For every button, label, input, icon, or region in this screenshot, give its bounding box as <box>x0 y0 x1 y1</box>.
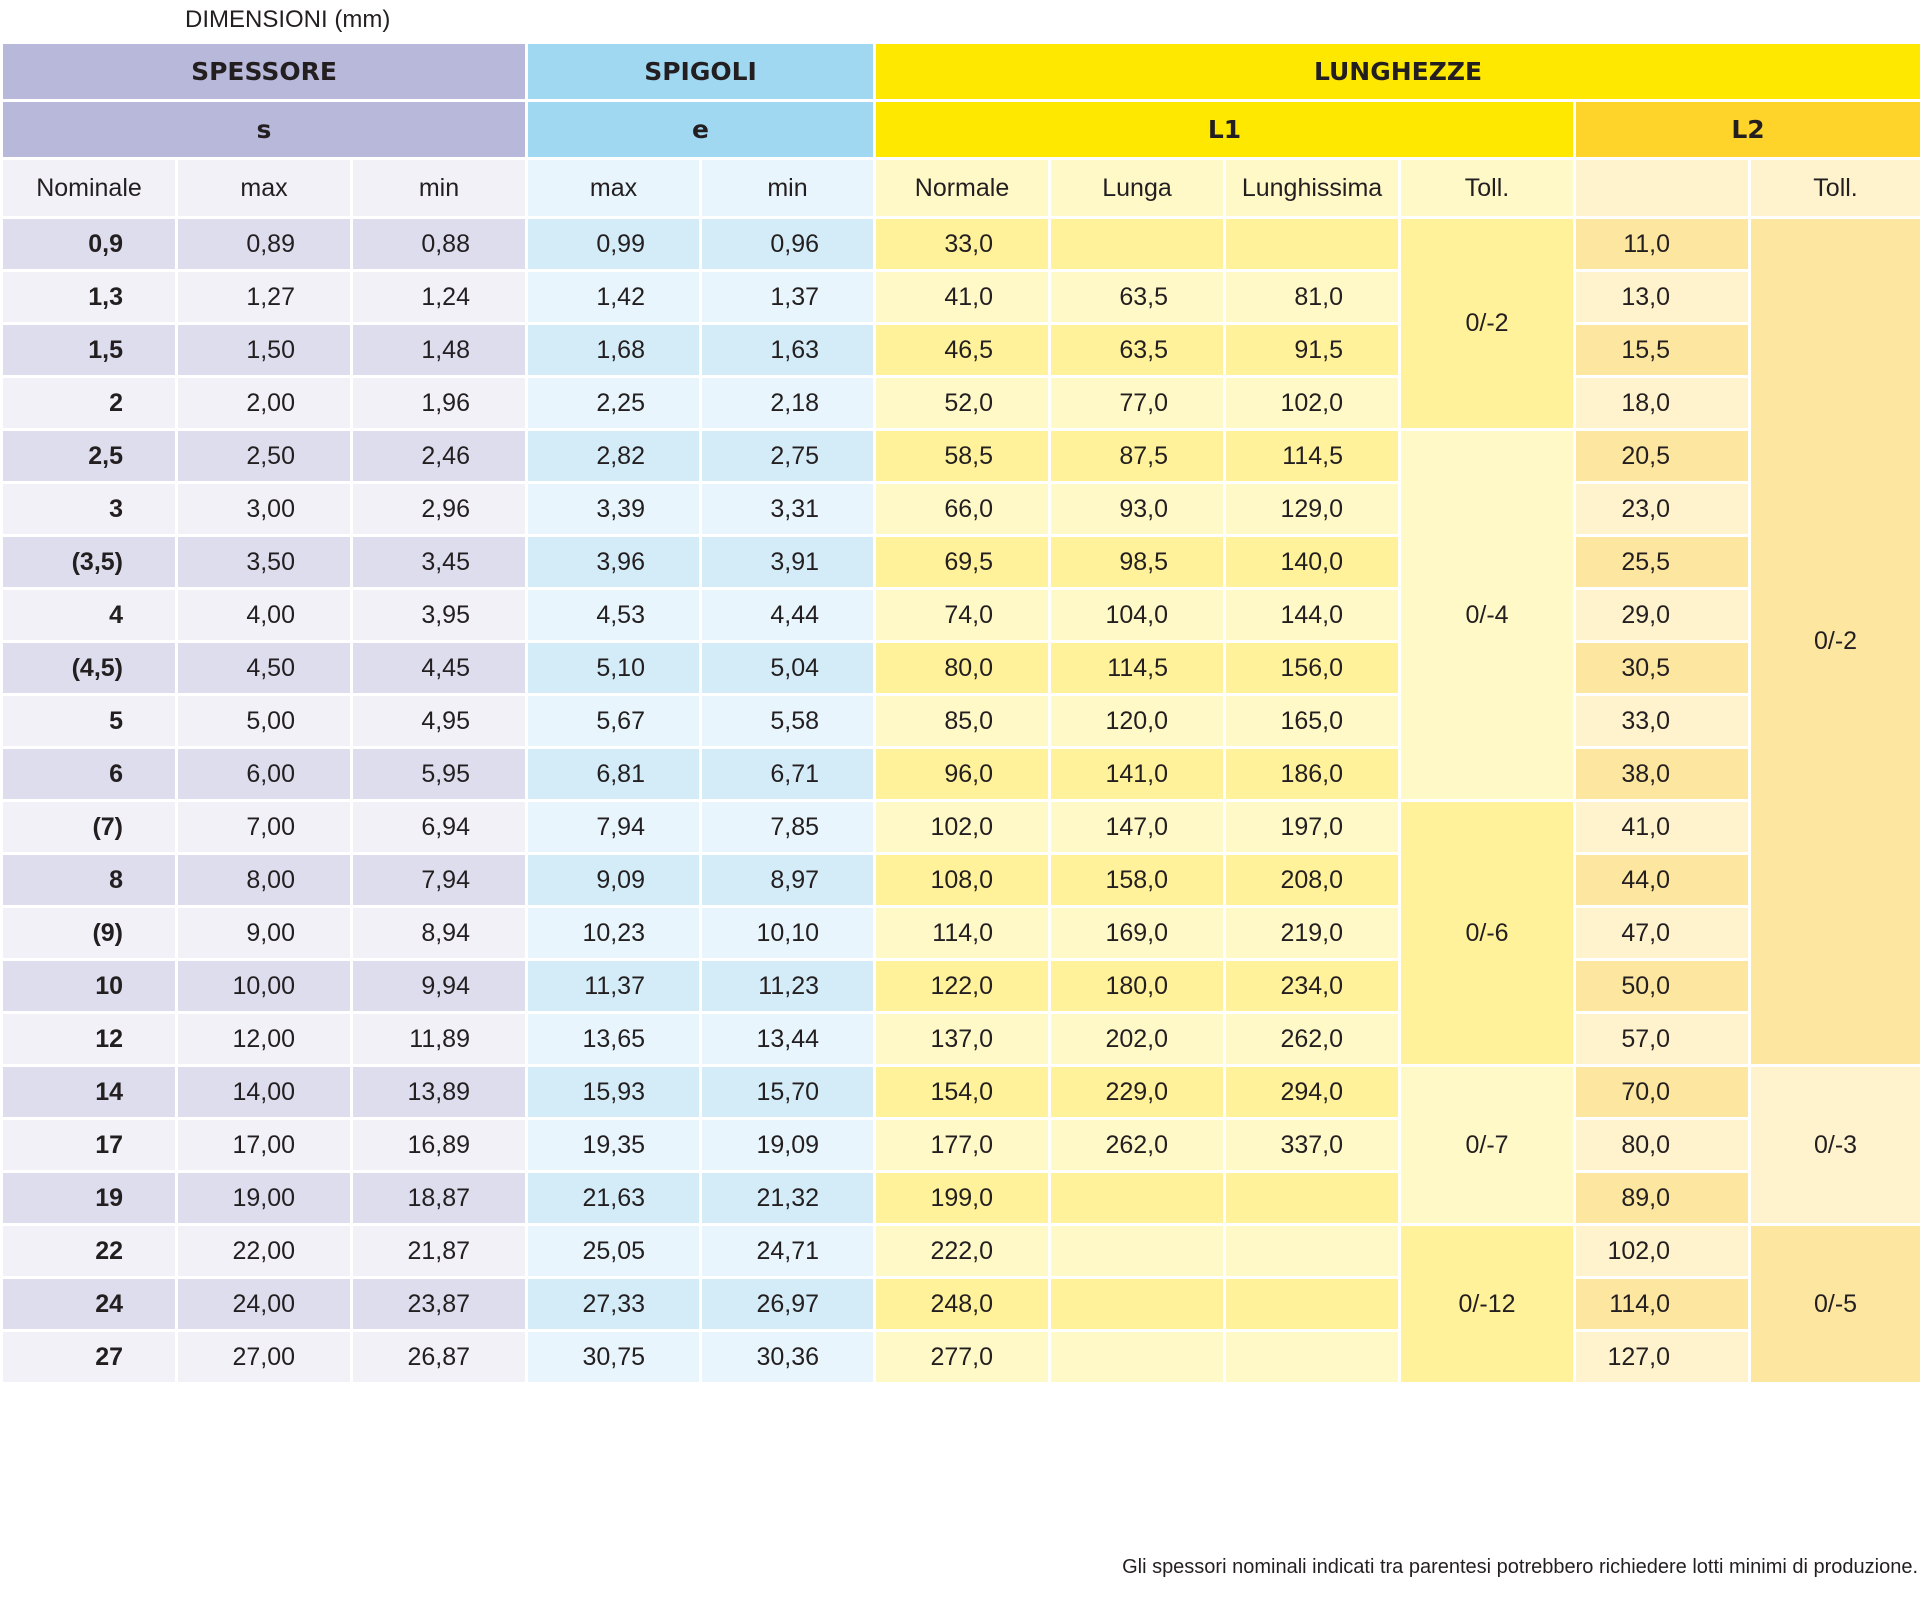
cell-lunghissima: 234,0 <box>1225 960 1400 1013</box>
column-header-l2-value <box>1575 159 1750 218</box>
cell-l2: 15,5 <box>1575 324 1750 377</box>
cell-l2: 102,0 <box>1575 1225 1750 1278</box>
table-row <box>2 1119 1920 1172</box>
cell-normale: 177,0 <box>875 1119 1050 1172</box>
symbol-header-s: s <box>2 101 527 159</box>
footnote: Gli spessori nominali indicati tra parentesi potrebbero richiedere lotti minimi di produzione. <box>1122 1556 1918 1578</box>
cell-e-max: 4,53 <box>527 589 701 642</box>
cell-s-min: 13,89 <box>352 1066 527 1119</box>
cell-s-max: 6,00 <box>177 748 352 801</box>
column-header-nominale: Nominale <box>2 159 177 218</box>
cell-s-min: 1,24 <box>352 271 527 324</box>
cell-l2-tolerance: 0/-2 <box>1750 218 1920 1066</box>
cell-lunga: 229,0 <box>1050 1066 1225 1119</box>
cell-e-min: 24,71 <box>701 1225 875 1278</box>
cell-s-min: 11,89 <box>352 1013 527 1066</box>
cell-nominale: 22 <box>2 1225 177 1278</box>
cell-normale: 108,0 <box>875 854 1050 907</box>
cell-s-min: 6,94 <box>352 801 527 854</box>
column-header-normale: Normale <box>875 159 1050 218</box>
cell-e-max: 2,25 <box>527 377 701 430</box>
cell-e-max: 15,93 <box>527 1066 701 1119</box>
cell-s-min: 21,87 <box>352 1225 527 1278</box>
cell-e-min: 26,97 <box>701 1278 875 1331</box>
cell-normale: 122,0 <box>875 960 1050 1013</box>
column-header-lunghissima: Lunghissima <box>1225 159 1400 218</box>
cell-l2: 23,0 <box>1575 483 1750 536</box>
cell-normale: 52,0 <box>875 377 1050 430</box>
cell-s-max: 10,00 <box>177 960 352 1013</box>
cell-normale: 154,0 <box>875 1066 1050 1119</box>
cell-lunghissima: 197,0 <box>1225 801 1400 854</box>
cell-lunga: 180,0 <box>1050 960 1225 1013</box>
cell-lunghissima: 186,0 <box>1225 748 1400 801</box>
cell-normale: 114,0 <box>875 907 1050 960</box>
cell-normale: 96,0 <box>875 748 1050 801</box>
cell-nominale: 0,9 <box>2 218 177 271</box>
cell-nominale: (4,5) <box>2 642 177 695</box>
cell-lunga: 158,0 <box>1050 854 1225 907</box>
cell-s-max: 24,00 <box>177 1278 352 1331</box>
cell-l2: 20,5 <box>1575 430 1750 483</box>
table-row <box>2 907 1920 960</box>
cell-l2: 70,0 <box>1575 1066 1750 1119</box>
cell-s-min: 3,95 <box>352 589 527 642</box>
cell-nominale: (9) <box>2 907 177 960</box>
cell-s-min: 4,95 <box>352 695 527 748</box>
cell-e-max: 2,82 <box>527 430 701 483</box>
cell-nominale: 4 <box>2 589 177 642</box>
cell-e-max: 13,65 <box>527 1013 701 1066</box>
cell-e-min: 2,18 <box>701 377 875 430</box>
cell-lunga: 98,5 <box>1050 536 1225 589</box>
cell-e-max: 21,63 <box>527 1172 701 1225</box>
cell-e-min: 1,63 <box>701 324 875 377</box>
symbol-header-e: e <box>527 101 875 159</box>
cell-e-min: 21,32 <box>701 1172 875 1225</box>
cell-normale: 102,0 <box>875 801 1050 854</box>
cell-lunghissima: 114,5 <box>1225 430 1400 483</box>
cell-normale: 69,5 <box>875 536 1050 589</box>
table-row <box>2 430 1920 483</box>
cell-nominale: 3 <box>2 483 177 536</box>
table-row <box>2 854 1920 907</box>
cell-e-max: 3,39 <box>527 483 701 536</box>
cell-lunga: 120,0 <box>1050 695 1225 748</box>
table-row <box>2 695 1920 748</box>
cell-nominale: 10 <box>2 960 177 1013</box>
cell-nominale: 2,5 <box>2 430 177 483</box>
cell-lunghissima: 81,0 <box>1225 271 1400 324</box>
table-row <box>2 960 1920 1013</box>
cell-s-min: 2,46 <box>352 430 527 483</box>
cell-normale: 41,0 <box>875 271 1050 324</box>
cell-lunghissima <box>1225 1225 1400 1278</box>
group-header-spigoli: SPIGOLI <box>527 43 875 101</box>
cell-nominale: 24 <box>2 1278 177 1331</box>
cell-s-min: 1,96 <box>352 377 527 430</box>
cell-normale: 199,0 <box>875 1172 1050 1225</box>
cell-s-max: 9,00 <box>177 907 352 960</box>
cell-lunghissima: 156,0 <box>1225 642 1400 695</box>
cell-lunga <box>1050 1331 1225 1384</box>
cell-lunghissima: 337,0 <box>1225 1119 1400 1172</box>
cell-s-min: 8,94 <box>352 907 527 960</box>
cell-l2: 47,0 <box>1575 907 1750 960</box>
cell-normale: 46,5 <box>875 324 1050 377</box>
cell-e-min: 2,75 <box>701 430 875 483</box>
cell-e-min: 1,37 <box>701 271 875 324</box>
cell-lunga: 169,0 <box>1050 907 1225 960</box>
cell-s-max: 7,00 <box>177 801 352 854</box>
cell-lunghissima <box>1225 1331 1400 1384</box>
cell-l2: 18,0 <box>1575 377 1750 430</box>
cell-s-min: 3,45 <box>352 536 527 589</box>
cell-l1-tolerance: 0/-12 <box>1400 1225 1575 1384</box>
cell-nominale: 1,3 <box>2 271 177 324</box>
cell-s-max: 2,50 <box>177 430 352 483</box>
cell-s-min: 16,89 <box>352 1119 527 1172</box>
cell-s-min: 23,87 <box>352 1278 527 1331</box>
cell-nominale: 14 <box>2 1066 177 1119</box>
cell-l2: 44,0 <box>1575 854 1750 907</box>
cell-lunghissima: 144,0 <box>1225 589 1400 642</box>
cell-l1-tolerance: 0/-2 <box>1400 218 1575 430</box>
cell-l1-tolerance: 0/-6 <box>1400 801 1575 1066</box>
cell-lunga <box>1050 1172 1225 1225</box>
cell-normale: 277,0 <box>875 1331 1050 1384</box>
cell-nominale: 1,5 <box>2 324 177 377</box>
cell-s-max: 17,00 <box>177 1119 352 1172</box>
cell-l2-tolerance: 0/-3 <box>1750 1066 1920 1225</box>
cell-s-max: 2,00 <box>177 377 352 430</box>
cell-e-min: 7,85 <box>701 801 875 854</box>
cell-e-max: 27,33 <box>527 1278 701 1331</box>
cell-e-max: 0,99 <box>527 218 701 271</box>
cell-l2: 33,0 <box>1575 695 1750 748</box>
table-row <box>2 218 1920 271</box>
table-row <box>2 536 1920 589</box>
cell-e-min: 0,96 <box>701 218 875 271</box>
cell-lunga: 262,0 <box>1050 1119 1225 1172</box>
cell-normale: 33,0 <box>875 218 1050 271</box>
cell-lunga: 63,5 <box>1050 271 1225 324</box>
cell-l2: 50,0 <box>1575 960 1750 1013</box>
table-row <box>2 589 1920 642</box>
table-row <box>2 1331 1920 1384</box>
group-header-lunghezze: LUNGHEZZE <box>875 43 1920 101</box>
dimensions-table <box>0 41 1920 1385</box>
cell-normale: 248,0 <box>875 1278 1050 1331</box>
cell-e-min: 15,70 <box>701 1066 875 1119</box>
cell-e-min: 10,10 <box>701 907 875 960</box>
symbol-header-l1: L1 <box>875 101 1575 159</box>
cell-lunghissima <box>1225 1172 1400 1225</box>
cell-lunghissima: 102,0 <box>1225 377 1400 430</box>
column-header-l1-toll: Toll. <box>1400 159 1575 218</box>
group-header-spessore: SPESSORE <box>2 43 527 101</box>
cell-e-min: 30,36 <box>701 1331 875 1384</box>
cell-e-max: 10,23 <box>527 907 701 960</box>
cell-e-max: 19,35 <box>527 1119 701 1172</box>
cell-normale: 80,0 <box>875 642 1050 695</box>
cell-lunghissima: 294,0 <box>1225 1066 1400 1119</box>
cell-s-min: 0,88 <box>352 218 527 271</box>
cell-s-max: 4,00 <box>177 589 352 642</box>
cell-s-max: 14,00 <box>177 1066 352 1119</box>
cell-lunghissima: 165,0 <box>1225 695 1400 748</box>
cell-nominale: 12 <box>2 1013 177 1066</box>
cell-l2: 30,5 <box>1575 642 1750 695</box>
cell-nominale: 6 <box>2 748 177 801</box>
cell-lunga: 141,0 <box>1050 748 1225 801</box>
table-row <box>2 1013 1920 1066</box>
cell-e-min: 6,71 <box>701 748 875 801</box>
cell-l2: 127,0 <box>1575 1331 1750 1384</box>
cell-s-max: 27,00 <box>177 1331 352 1384</box>
cell-lunghissima <box>1225 1278 1400 1331</box>
cell-s-max: 1,50 <box>177 324 352 377</box>
cell-e-min: 13,44 <box>701 1013 875 1066</box>
cell-nominale: 17 <box>2 1119 177 1172</box>
cell-s-max: 1,27 <box>177 271 352 324</box>
cell-l2: 11,0 <box>1575 218 1750 271</box>
cell-nominale: 27 <box>2 1331 177 1384</box>
cell-lunghissima: 219,0 <box>1225 907 1400 960</box>
cell-nominale: 8 <box>2 854 177 907</box>
table-row <box>2 483 1920 536</box>
cell-l2-tolerance: 0/-5 <box>1750 1225 1920 1384</box>
cell-e-max: 9,09 <box>527 854 701 907</box>
table-row <box>2 271 1920 324</box>
table-row <box>2 642 1920 695</box>
cell-nominale: 19 <box>2 1172 177 1225</box>
cell-s-max: 3,50 <box>177 536 352 589</box>
cell-l2: 57,0 <box>1575 1013 1750 1066</box>
cell-e-max: 1,68 <box>527 324 701 377</box>
cell-nominale: 2 <box>2 377 177 430</box>
cell-l2: 80,0 <box>1575 1119 1750 1172</box>
cell-lunga: 93,0 <box>1050 483 1225 536</box>
column-header-s-max: max <box>177 159 352 218</box>
cell-l2: 13,0 <box>1575 271 1750 324</box>
column-header-e-min: min <box>701 159 875 218</box>
cell-normale: 222,0 <box>875 1225 1050 1278</box>
cell-e-min: 3,91 <box>701 536 875 589</box>
cell-nominale: (3,5) <box>2 536 177 589</box>
cell-e-max: 30,75 <box>527 1331 701 1384</box>
cell-e-min: 4,44 <box>701 589 875 642</box>
cell-lunga <box>1050 1225 1225 1278</box>
cell-normale: 137,0 <box>875 1013 1050 1066</box>
table-row <box>2 324 1920 377</box>
cell-l2: 29,0 <box>1575 589 1750 642</box>
cell-s-max: 3,00 <box>177 483 352 536</box>
table-row <box>2 801 1920 854</box>
table-row <box>2 1172 1920 1225</box>
cell-lunghissima: 262,0 <box>1225 1013 1400 1066</box>
table-row <box>2 748 1920 801</box>
cell-lunga: 147,0 <box>1050 801 1225 854</box>
cell-lunga: 202,0 <box>1050 1013 1225 1066</box>
cell-l1-tolerance: 0/-4 <box>1400 430 1575 801</box>
cell-e-min: 5,04 <box>701 642 875 695</box>
cell-e-min: 11,23 <box>701 960 875 1013</box>
table-row <box>2 377 1920 430</box>
cell-e-max: 3,96 <box>527 536 701 589</box>
cell-s-min: 2,96 <box>352 483 527 536</box>
cell-s-max: 0,89 <box>177 218 352 271</box>
cell-s-max: 8,00 <box>177 854 352 907</box>
cell-lunghissima: 208,0 <box>1225 854 1400 907</box>
cell-normale: 74,0 <box>875 589 1050 642</box>
cell-e-max: 1,42 <box>527 271 701 324</box>
table-row <box>2 1066 1920 1119</box>
table-caption: DIMENSIONI (mm) <box>185 6 391 33</box>
column-header-s-min: min <box>352 159 527 218</box>
cell-e-min: 5,58 <box>701 695 875 748</box>
cell-e-min: 19,09 <box>701 1119 875 1172</box>
cell-normale: 85,0 <box>875 695 1050 748</box>
cell-e-max: 5,10 <box>527 642 701 695</box>
cell-l2: 25,5 <box>1575 536 1750 589</box>
table-row <box>2 1225 1920 1278</box>
cell-e-max: 7,94 <box>527 801 701 854</box>
cell-s-min: 26,87 <box>352 1331 527 1384</box>
cell-normale: 66,0 <box>875 483 1050 536</box>
cell-s-min: 9,94 <box>352 960 527 1013</box>
cell-nominale: 5 <box>2 695 177 748</box>
cell-s-max: 22,00 <box>177 1225 352 1278</box>
cell-s-max: 12,00 <box>177 1013 352 1066</box>
cell-s-min: 18,87 <box>352 1172 527 1225</box>
cell-s-min: 4,45 <box>352 642 527 695</box>
cell-lunghissima: 91,5 <box>1225 324 1400 377</box>
cell-lunga <box>1050 1278 1225 1331</box>
symbol-header-l2: L2 <box>1575 101 1920 159</box>
cell-lunga: 77,0 <box>1050 377 1225 430</box>
cell-nominale: (7) <box>2 801 177 854</box>
cell-e-max: 11,37 <box>527 960 701 1013</box>
cell-lunghissima: 129,0 <box>1225 483 1400 536</box>
cell-s-min: 1,48 <box>352 324 527 377</box>
cell-lunga: 114,5 <box>1050 642 1225 695</box>
table-row <box>2 1278 1920 1331</box>
cell-e-min: 8,97 <box>701 854 875 907</box>
column-header-lunga: Lunga <box>1050 159 1225 218</box>
column-header-l2-toll: Toll. <box>1750 159 1920 218</box>
column-header-e-max: max <box>527 159 701 218</box>
cell-lunghissima: 140,0 <box>1225 536 1400 589</box>
cell-s-max: 4,50 <box>177 642 352 695</box>
cell-l2: 114,0 <box>1575 1278 1750 1331</box>
cell-s-max: 5,00 <box>177 695 352 748</box>
cell-s-max: 19,00 <box>177 1172 352 1225</box>
cell-e-max: 25,05 <box>527 1225 701 1278</box>
cell-lunga: 87,5 <box>1050 430 1225 483</box>
cell-l2: 41,0 <box>1575 801 1750 854</box>
cell-normale: 58,5 <box>875 430 1050 483</box>
cell-lunga: 104,0 <box>1050 589 1225 642</box>
cell-e-max: 6,81 <box>527 748 701 801</box>
cell-lunga <box>1050 218 1225 271</box>
cell-lunghissima <box>1225 218 1400 271</box>
cell-lunga: 63,5 <box>1050 324 1225 377</box>
cell-l2: 38,0 <box>1575 748 1750 801</box>
cell-e-min: 3,31 <box>701 483 875 536</box>
cell-s-min: 7,94 <box>352 854 527 907</box>
cell-e-max: 5,67 <box>527 695 701 748</box>
cell-l2: 89,0 <box>1575 1172 1750 1225</box>
cell-l1-tolerance: 0/-7 <box>1400 1066 1575 1225</box>
cell-s-min: 5,95 <box>352 748 527 801</box>
